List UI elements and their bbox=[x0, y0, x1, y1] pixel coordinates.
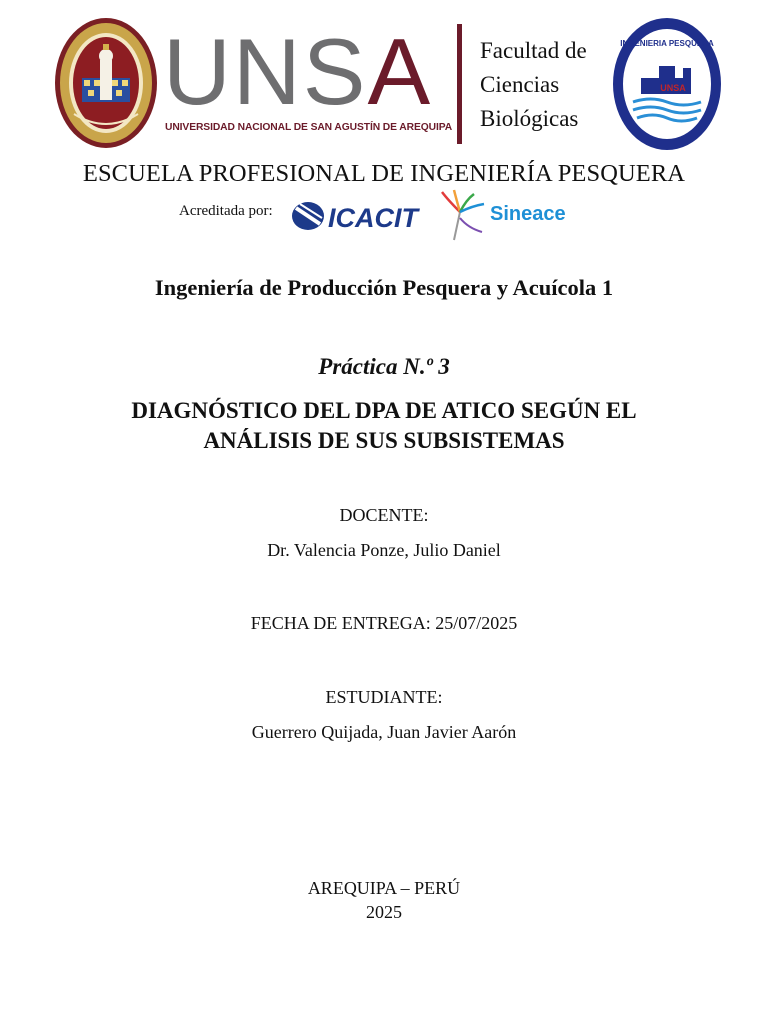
faculty-logo-text: INGENIERIA PESQUERA bbox=[620, 39, 714, 48]
icacit-logo bbox=[290, 198, 440, 239]
fishing-engineering-logo bbox=[611, 16, 723, 152]
teacher-label: DOCENTE: bbox=[339, 505, 429, 525]
icacit-text: ICACIT bbox=[328, 203, 418, 233]
university-fullname: UNIVERSIDAD NACIONAL DE SAN AGUSTÍN DE AREQUIPA bbox=[165, 122, 453, 133]
accreditation-label: Acreditada por: bbox=[179, 203, 273, 219]
year: 2025 bbox=[366, 902, 402, 922]
place: AREQUIPA – PERÚ bbox=[307, 878, 461, 898]
header-divider bbox=[457, 24, 462, 144]
sineace-text: Sineace bbox=[490, 203, 566, 225]
university-seal-logo bbox=[54, 16, 158, 150]
school-name: ESCUELA PROFESIONAL DE INGENIERÍA PESQUERA bbox=[82, 160, 686, 187]
practice-number: Práctica N.º 3 bbox=[318, 354, 450, 379]
faculty-name: Facultad de Ciencias Biológicas bbox=[480, 38, 587, 131]
unsa-logo bbox=[163, 19, 453, 140]
faculty-logo-badge: UNSA bbox=[660, 83, 686, 93]
student-label: ESTUDIANTE: bbox=[325, 687, 443, 707]
teacher-name: Dr. Valencia Ponze, Julio Daniel bbox=[267, 540, 501, 560]
report-title: DIAGNÓSTICO DEL DPA DE ATICO SEGÚN EL ANÁLISIS DE SUS SUBSISTEMAS bbox=[131, 398, 637, 453]
delivery-date: FECHA DE ENTREGA: 25/07/2025 bbox=[250, 613, 518, 633]
student-name: Guerrero Quijada, Juan Javier Aarón bbox=[251, 722, 517, 742]
unsa-wordmark: UNSA bbox=[163, 19, 433, 124]
place-and-year bbox=[0, 876, 768, 924]
sineace-logo bbox=[438, 188, 588, 247]
course-title: Ingeniería de Producción Pesquera y Acuícola 1 bbox=[154, 275, 614, 300]
